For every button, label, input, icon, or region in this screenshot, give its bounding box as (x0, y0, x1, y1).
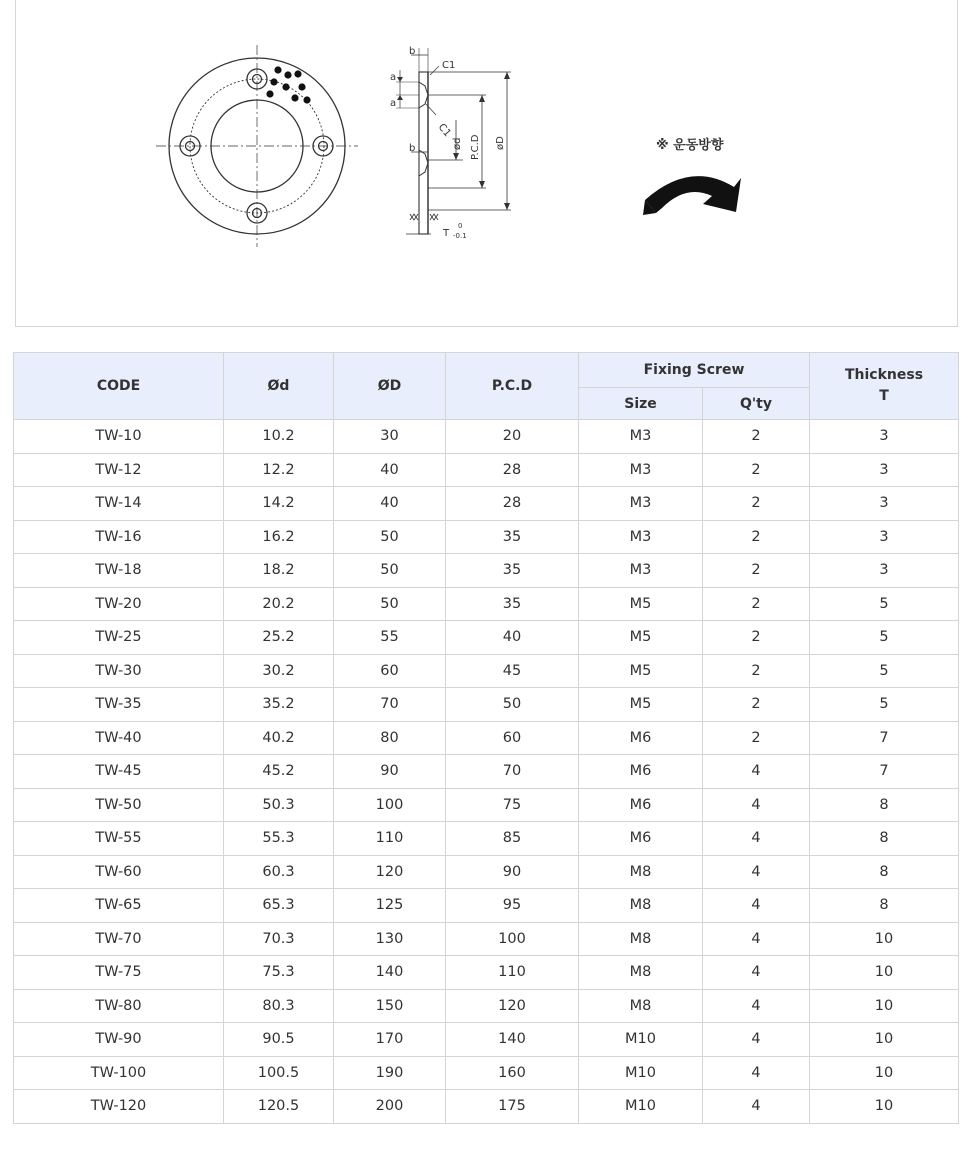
size-cell: M6 (579, 721, 703, 755)
size-cell: M8 (579, 989, 703, 1023)
d-cell: 80.3 (224, 989, 334, 1023)
size-cell: M3 (579, 520, 703, 554)
pcd-cell: 28 (446, 453, 579, 487)
pcd-cell: 160 (446, 1056, 579, 1090)
table-row (14, 721, 959, 755)
pcd-cell: 45 (446, 654, 579, 688)
col-header-thickness (810, 353, 959, 420)
qty-cell: 2 (703, 688, 810, 722)
qty-cell: 4 (703, 922, 810, 956)
pcd-cell: 50 (446, 688, 579, 722)
dim-c1-top: C1 (442, 60, 456, 71)
pcd-cell: 110 (446, 956, 579, 990)
d-cell: 10.2 (224, 420, 334, 454)
dim-tol-upper: 0 (458, 222, 463, 230)
qty-cell: 2 (703, 453, 810, 487)
thickness-cell: 3 (810, 520, 959, 554)
thickness-cell: 10 (810, 1056, 959, 1090)
d-cell: 40.2 (224, 721, 334, 755)
D-cell: 50 (334, 554, 446, 588)
col-header-fixing-screw: Fixing Screw (579, 353, 810, 388)
D-cell: 55 (334, 621, 446, 655)
D-cell: 150 (334, 989, 446, 1023)
qty-cell: 2 (703, 520, 810, 554)
d-cell: 100.5 (224, 1056, 334, 1090)
d-cell: 65.3 (224, 889, 334, 923)
qty-cell: 2 (703, 721, 810, 755)
pcd-cell: 100 (446, 922, 579, 956)
qty-cell: 2 (703, 420, 810, 454)
size-cell: M6 (579, 755, 703, 789)
qty-cell: 4 (703, 822, 810, 856)
D-cell: 130 (334, 922, 446, 956)
thickness-cell: 10 (810, 922, 959, 956)
code-cell: TW-25 (14, 621, 224, 655)
d-cell: 25.2 (224, 621, 334, 655)
D-cell: 80 (334, 721, 446, 755)
thickness-cell: 10 (810, 1090, 959, 1124)
code-cell: TW-14 (14, 487, 224, 521)
pcd-cell: 140 (446, 1023, 579, 1057)
size-cell: M8 (579, 956, 703, 990)
table-row (14, 788, 959, 822)
dimension-labels (390, 46, 506, 240)
qty-cell: 4 (703, 1090, 810, 1124)
pcd-cell: 120 (446, 989, 579, 1023)
dim-pcd: P.C.D (470, 134, 481, 160)
D-cell: 90 (334, 755, 446, 789)
size-cell: M10 (579, 1090, 703, 1124)
pcd-cell: 75 (446, 788, 579, 822)
qty-cell: 2 (703, 487, 810, 521)
drawing-panel (15, 0, 958, 327)
table-row (14, 554, 959, 588)
code-cell: TW-80 (14, 989, 224, 1023)
table-row (14, 1090, 959, 1124)
size-cell: M5 (579, 688, 703, 722)
code-cell: TW-35 (14, 688, 224, 722)
D-cell: 100 (334, 788, 446, 822)
code-cell: TW-18 (14, 554, 224, 588)
pcd-cell: 35 (446, 554, 579, 588)
size-cell: M5 (579, 654, 703, 688)
D-cell: 30 (334, 420, 446, 454)
d-cell: 35.2 (224, 688, 334, 722)
thickness-cell: 5 (810, 587, 959, 621)
qty-cell: 2 (703, 654, 810, 688)
d-cell: 50.3 (224, 788, 334, 822)
table-row (14, 822, 959, 856)
pcd-cell: 28 (446, 487, 579, 521)
dim-b-top: b (409, 46, 416, 57)
code-cell: TW-90 (14, 1023, 224, 1057)
washer-front-view (156, 45, 358, 247)
d-cell: 18.2 (224, 554, 334, 588)
dim-c1-mid: C1 (435, 121, 453, 140)
code-cell: TW-65 (14, 889, 224, 923)
d-cell: 70.3 (224, 922, 334, 956)
dim-phi-D: øD (495, 136, 506, 150)
thickness-cell: 8 (810, 788, 959, 822)
dim-phi-d: ød (452, 137, 463, 150)
table-row (14, 688, 959, 722)
D-cell: 120 (334, 855, 446, 889)
D-cell: 110 (334, 822, 446, 856)
d-cell: 12.2 (224, 453, 334, 487)
col-header-qty: Q'ty (703, 388, 810, 420)
dim-a-mid: a (390, 98, 397, 109)
code-cell: TW-45 (14, 755, 224, 789)
motion-direction-arrow (643, 176, 741, 215)
size-cell: M5 (579, 587, 703, 621)
d-cell: 120.5 (224, 1090, 334, 1124)
pcd-cell: 70 (446, 755, 579, 789)
code-cell: TW-60 (14, 855, 224, 889)
thickness-cell: 3 (810, 420, 959, 454)
col-header-pcd: P.C.D (446, 353, 579, 420)
qty-cell: 4 (703, 956, 810, 990)
D-cell: 70 (334, 688, 446, 722)
pcd-cell: 95 (446, 889, 579, 923)
thickness-cell: 10 (810, 956, 959, 990)
qty-cell: 4 (703, 889, 810, 923)
d-cell: 90.5 (224, 1023, 334, 1057)
pcd-cell: 90 (446, 855, 579, 889)
header-row (14, 353, 959, 388)
size-cell: M10 (579, 1023, 703, 1057)
size-cell: M3 (579, 554, 703, 588)
d-cell: 30.2 (224, 654, 334, 688)
thickness-cell: 8 (810, 822, 959, 856)
thickness-cell: 5 (810, 654, 959, 688)
D-cell: 60 (334, 654, 446, 688)
size-cell: M3 (579, 487, 703, 521)
D-cell: 140 (334, 956, 446, 990)
D-cell: 125 (334, 889, 446, 923)
pcd-cell: 35 (446, 587, 579, 621)
size-cell: M8 (579, 922, 703, 956)
dim-tol-lower: -0.1 (453, 232, 467, 240)
code-cell: TW-30 (14, 654, 224, 688)
size-cell: M6 (579, 822, 703, 856)
col-header-code: CODE (14, 353, 224, 420)
col-header-D: ØD (334, 353, 446, 420)
thickness-cell: 5 (810, 621, 959, 655)
col-header-size: Size (579, 388, 703, 420)
qty-cell: 4 (703, 855, 810, 889)
d-cell: 60.3 (224, 855, 334, 889)
table-row (14, 520, 959, 554)
pcd-cell: 175 (446, 1090, 579, 1124)
table-row (14, 956, 959, 990)
thickness-cell: 8 (810, 889, 959, 923)
thickness-cell: 5 (810, 688, 959, 722)
pcd-cell: 60 (446, 721, 579, 755)
qty-cell: 4 (703, 1056, 810, 1090)
size-cell: M10 (579, 1056, 703, 1090)
thickness-cell: 10 (810, 989, 959, 1023)
pcd-cell: 20 (446, 420, 579, 454)
qty-cell: 2 (703, 554, 810, 588)
pcd-cell: 85 (446, 822, 579, 856)
code-cell: TW-55 (14, 822, 224, 856)
code-cell: TW-12 (14, 453, 224, 487)
code-cell: TW-20 (14, 587, 224, 621)
thickness-cell: 8 (810, 855, 959, 889)
thickness-label: Thickness (844, 367, 924, 383)
table-row (14, 889, 959, 923)
table-row (14, 487, 959, 521)
size-cell: M3 (579, 420, 703, 454)
thickness-cell: 7 (810, 721, 959, 755)
qty-cell: 4 (703, 989, 810, 1023)
dim-b-bottom: b (409, 143, 416, 154)
thickness-cell: 7 (810, 755, 959, 789)
d-cell: 45.2 (224, 755, 334, 789)
table-row (14, 587, 959, 621)
table-row (14, 1056, 959, 1090)
size-cell: M8 (579, 855, 703, 889)
size-cell: M6 (579, 788, 703, 822)
code-cell: TW-100 (14, 1056, 224, 1090)
thickness-cell: 3 (810, 554, 959, 588)
thickness-cell: 10 (810, 1023, 959, 1057)
table-row (14, 420, 959, 454)
qty-cell: 2 (703, 587, 810, 621)
d-cell: 75.3 (224, 956, 334, 990)
qty-cell: 4 (703, 755, 810, 789)
motion-direction-label: ※ 운동방향 (656, 138, 724, 153)
code-cell: TW-75 (14, 956, 224, 990)
technical-drawing (16, 0, 959, 327)
table-row (14, 922, 959, 956)
D-cell: 40 (334, 487, 446, 521)
table-body (14, 420, 959, 1124)
code-cell: TW-40 (14, 721, 224, 755)
size-cell: M3 (579, 453, 703, 487)
d-cell: 55.3 (224, 822, 334, 856)
size-cell: M5 (579, 621, 703, 655)
D-cell: 50 (334, 520, 446, 554)
D-cell: 200 (334, 1090, 446, 1124)
d-cell: 20.2 (224, 587, 334, 621)
pcd-cell: 35 (446, 520, 579, 554)
spec-table (13, 352, 959, 1124)
qty-cell: 4 (703, 1023, 810, 1057)
table-row (14, 755, 959, 789)
code-cell: TW-16 (14, 520, 224, 554)
table-row (14, 1023, 959, 1057)
thickness-cell: 3 (810, 487, 959, 521)
table-row (14, 989, 959, 1023)
code-cell: TW-10 (14, 420, 224, 454)
code-cell: TW-70 (14, 922, 224, 956)
D-cell: 40 (334, 453, 446, 487)
qty-cell: 4 (703, 788, 810, 822)
D-cell: 190 (334, 1056, 446, 1090)
d-cell: 14.2 (224, 487, 334, 521)
D-cell: 50 (334, 587, 446, 621)
thickness-cell: 3 (810, 453, 959, 487)
qty-cell: 2 (703, 621, 810, 655)
col-header-d: Ød (224, 353, 334, 420)
pcd-cell: 40 (446, 621, 579, 655)
table-row (14, 453, 959, 487)
code-cell: TW-120 (14, 1090, 224, 1124)
table-row (14, 654, 959, 688)
thickness-symbol: T (879, 388, 889, 404)
size-cell: M8 (579, 889, 703, 923)
dim-t: T (443, 228, 450, 239)
dim-a-top: a (390, 72, 397, 83)
D-cell: 170 (334, 1023, 446, 1057)
code-cell: TW-50 (14, 788, 224, 822)
d-cell: 16.2 (224, 520, 334, 554)
table-row (14, 855, 959, 889)
table-row (14, 621, 959, 655)
